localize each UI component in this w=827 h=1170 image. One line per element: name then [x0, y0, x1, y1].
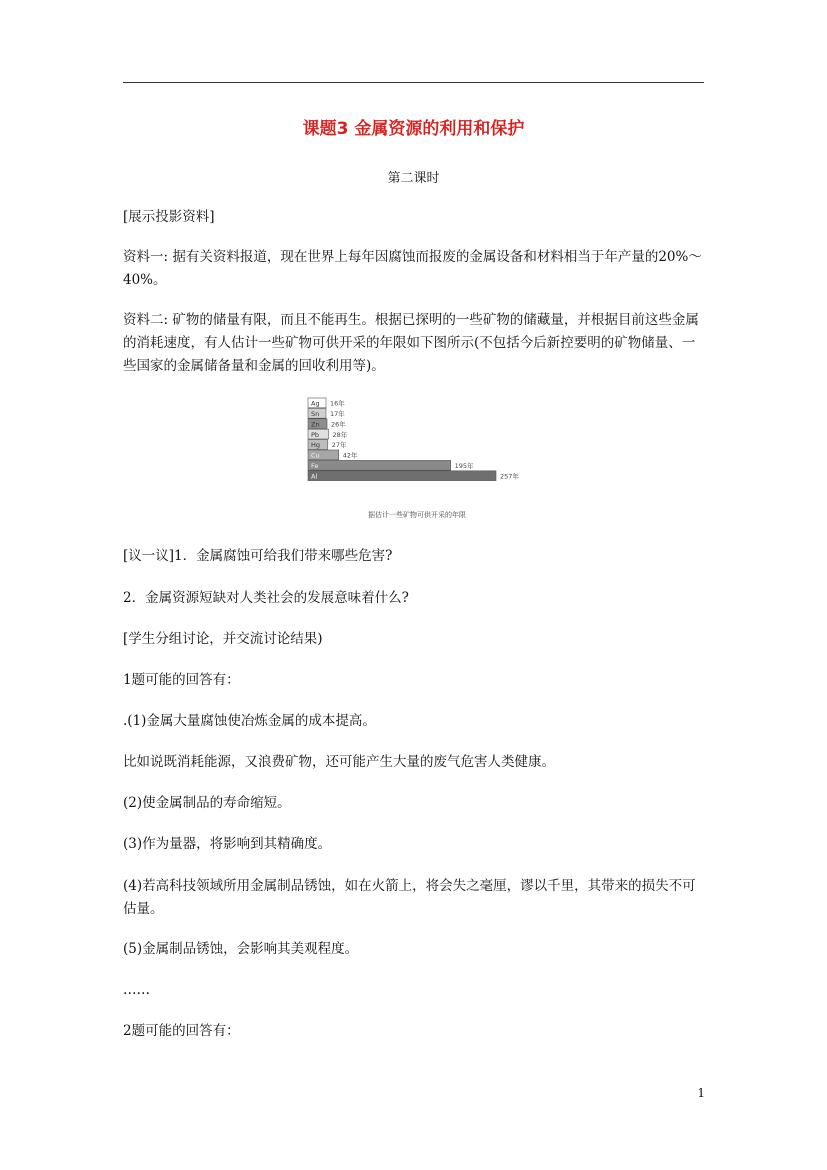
- paragraph-discuss-question-1: [议一议]1．金属腐蚀可给我们带来哪些危害?: [123, 548, 393, 564]
- paragraph-answer-1-item-3: (3)作为量器，将影响到其精确度。: [123, 836, 332, 852]
- paragraph-discuss-question-2: 2．金属资源短缺对人类社会的发展意味着什么?: [123, 590, 409, 606]
- chart-bar-fe: [308, 460, 451, 470]
- chart-category-label-ag: Ag: [311, 399, 320, 408]
- chart-category-label-pb: Pb: [311, 430, 320, 439]
- page-number: 1: [697, 1086, 705, 1100]
- chart-category-label-cu: Cu: [311, 451, 320, 460]
- paragraph-answer-1-item-1: .(1)金属大量腐蚀使冶炼金属的成本提高。: [123, 713, 376, 729]
- mining-years-chart: [300, 392, 535, 530]
- chart-value-label-hg: 27年: [331, 441, 347, 450]
- paragraph-group-discussion: [学生分组讨论，并交流讨论结果): [123, 631, 323, 647]
- paragraph-answer-1-item-4: (4)若高科技领域所用金属制品锈蚀，如在火箭上，将会失之毫厘，谬以千里，其带来的损失不可估量。: [123, 878, 696, 917]
- chart-category-label-fe: Fe: [311, 462, 319, 470]
- chart-value-label-pb: 28年: [332, 430, 348, 439]
- chart-value-label-fe: 195年: [454, 462, 474, 470]
- paragraph-answer-1-item-2: (2)使金属制品的寿命缩短。: [123, 795, 291, 811]
- chart-value-label-ag: 16年: [330, 399, 345, 408]
- chart-value-label-cu: 42年: [342, 451, 358, 460]
- paragraph-answer-1-item-5: (5)金属制品锈蚀，会影响其美观程度。: [123, 941, 359, 957]
- paragraph-material-two: 资料二: 矿物的储量有限，而且不能再生。根据已探明的一些矿物的储藏量，并根据目前这些金属的消耗速度，有人估计一些矿物可供开采的年限如下图所示(不包括今后新控要明的矿物储量、一些国家的金属储备量和金属的回收利用等)。: [123, 312, 699, 374]
- header-rule: [123, 82, 704, 83]
- page-subtitle: 第二课时: [387, 171, 440, 186]
- chart-value-label-zn: 26年: [331, 420, 346, 429]
- paragraph-answer-1-heading: 1题可能的回答有：: [123, 672, 240, 688]
- paragraph-material-one: 资料一: 据有关资料报道，现在世界上每年因腐蚀而报废的金属设备和材料相当于年产量的20%～40%。: [123, 249, 702, 288]
- chart-caption: 据估计一些矿物可供开采的年限: [368, 511, 466, 519]
- chart-value-label-al: 257年: [500, 472, 519, 481]
- chart-category-label-al: Al: [311, 472, 318, 481]
- chart-value-label-sn: 17年: [330, 410, 345, 418]
- page-title: 课题3 金属资源的利用和保护: [302, 119, 525, 139]
- chart-category-label-zn: Zn: [311, 420, 320, 429]
- chart-bar-al: [308, 471, 496, 481]
- chart-category-label-hg: Hg: [311, 441, 321, 450]
- chart-category-label-sn: Sn: [311, 410, 320, 418]
- paragraph-answer-2-heading: 2题可能的回答有：: [123, 1023, 240, 1039]
- paragraph-ellipsis: ……: [123, 982, 150, 998]
- paragraph-answer-1-detail: 比如说既消耗能源，又浪费矿物，还可能产生大量的废气危害人类健康。: [123, 754, 555, 770]
- paragraph-display-heading: [展示投影资料]: [123, 209, 215, 225]
